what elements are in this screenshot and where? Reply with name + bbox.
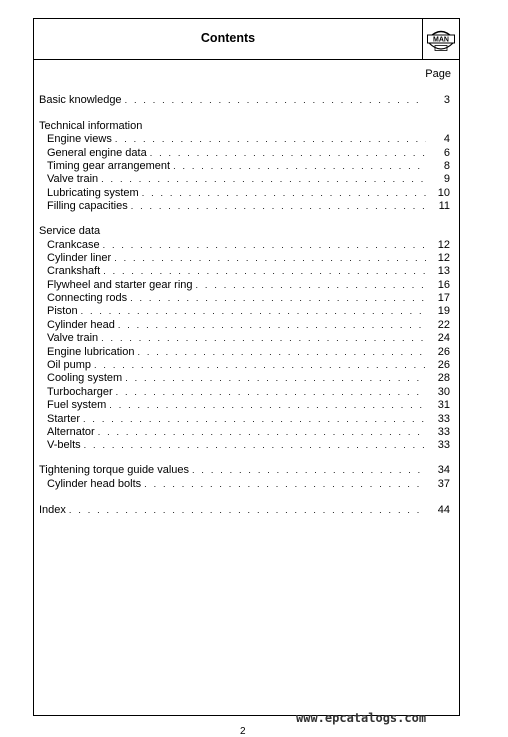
toc-entry[interactable]: Engine lubrication . . . 26 xyxy=(39,346,450,359)
toc-entry[interactable]: Turbocharger . . . 30 xyxy=(39,386,450,399)
page-title: Contents xyxy=(200,31,256,45)
toc-entry[interactable]: Filling capacities . . . 11 xyxy=(39,200,450,213)
table-of-contents xyxy=(39,94,450,517)
toc-entry[interactable]: Piston . . . 19 xyxy=(39,305,450,318)
watermark-text: www.epcatalogs.com xyxy=(296,711,427,725)
toc-entry[interactable]: Lubricating system . . . 10 xyxy=(39,187,450,200)
toc-entry[interactable]: Valve train . . . 24 xyxy=(39,332,450,345)
toc-entry[interactable]: Flywheel and starter gear ring . . . 16 xyxy=(39,279,450,292)
toc-entry[interactable]: Oil pump . . . 26 xyxy=(39,359,450,372)
toc-entry-tightening-torque[interactable]: Tightening torque guide values . . . 34 xyxy=(39,464,450,477)
section-heading-service: Service data xyxy=(39,225,101,238)
toc-entry[interactable]: Alternator . . . 33 xyxy=(39,426,450,439)
toc-entry[interactable]: V-belts . . . 33 xyxy=(39,439,450,452)
toc-entry[interactable]: Connecting rods . . . 17 xyxy=(39,292,450,305)
toc-entry-basic-knowledge[interactable]: Basic knowledge . . . 3 xyxy=(39,94,450,107)
document-page-frame xyxy=(33,18,460,716)
page-column-label: Page xyxy=(425,68,451,80)
toc-entry[interactable]: Cylinder liner . . . 12 xyxy=(39,252,450,265)
svg-text:MAN: MAN xyxy=(433,36,449,44)
toc-entry[interactable]: Valve train . . . 9 xyxy=(39,173,450,186)
toc-entry[interactable]: Crankshaft . . . 13 xyxy=(39,265,450,278)
technical-entries xyxy=(39,133,450,213)
section-heading-technical: Technical information xyxy=(39,119,143,132)
toc-entry[interactable]: Cooling system . . . 28 xyxy=(39,372,450,385)
toc-entry[interactable]: Fuel system . . . 31 xyxy=(39,399,450,412)
man-logo xyxy=(422,19,459,59)
page-number: 2 xyxy=(240,726,246,737)
man-logo-icon xyxy=(423,19,459,59)
toc-entry[interactable]: Cylinder head bolts . . . 37 xyxy=(39,478,450,491)
toc-entry[interactable]: Crankcase . . . 12 xyxy=(39,239,450,252)
toc-entry[interactable]: Cylinder head . . . 22 xyxy=(39,319,450,332)
toc-entry[interactable]: General engine data . . . 6 xyxy=(39,147,450,160)
toc-entry-index[interactable]: Index . . . 44 xyxy=(39,504,450,517)
service-entries xyxy=(39,239,450,453)
toc-entry[interactable]: Engine views . . . 4 xyxy=(39,133,450,146)
page-header xyxy=(34,19,459,60)
toc-entry[interactable]: Starter . . . 33 xyxy=(39,413,450,426)
toc-entry[interactable]: Timing gear arrangement . . . 8 xyxy=(39,160,450,173)
